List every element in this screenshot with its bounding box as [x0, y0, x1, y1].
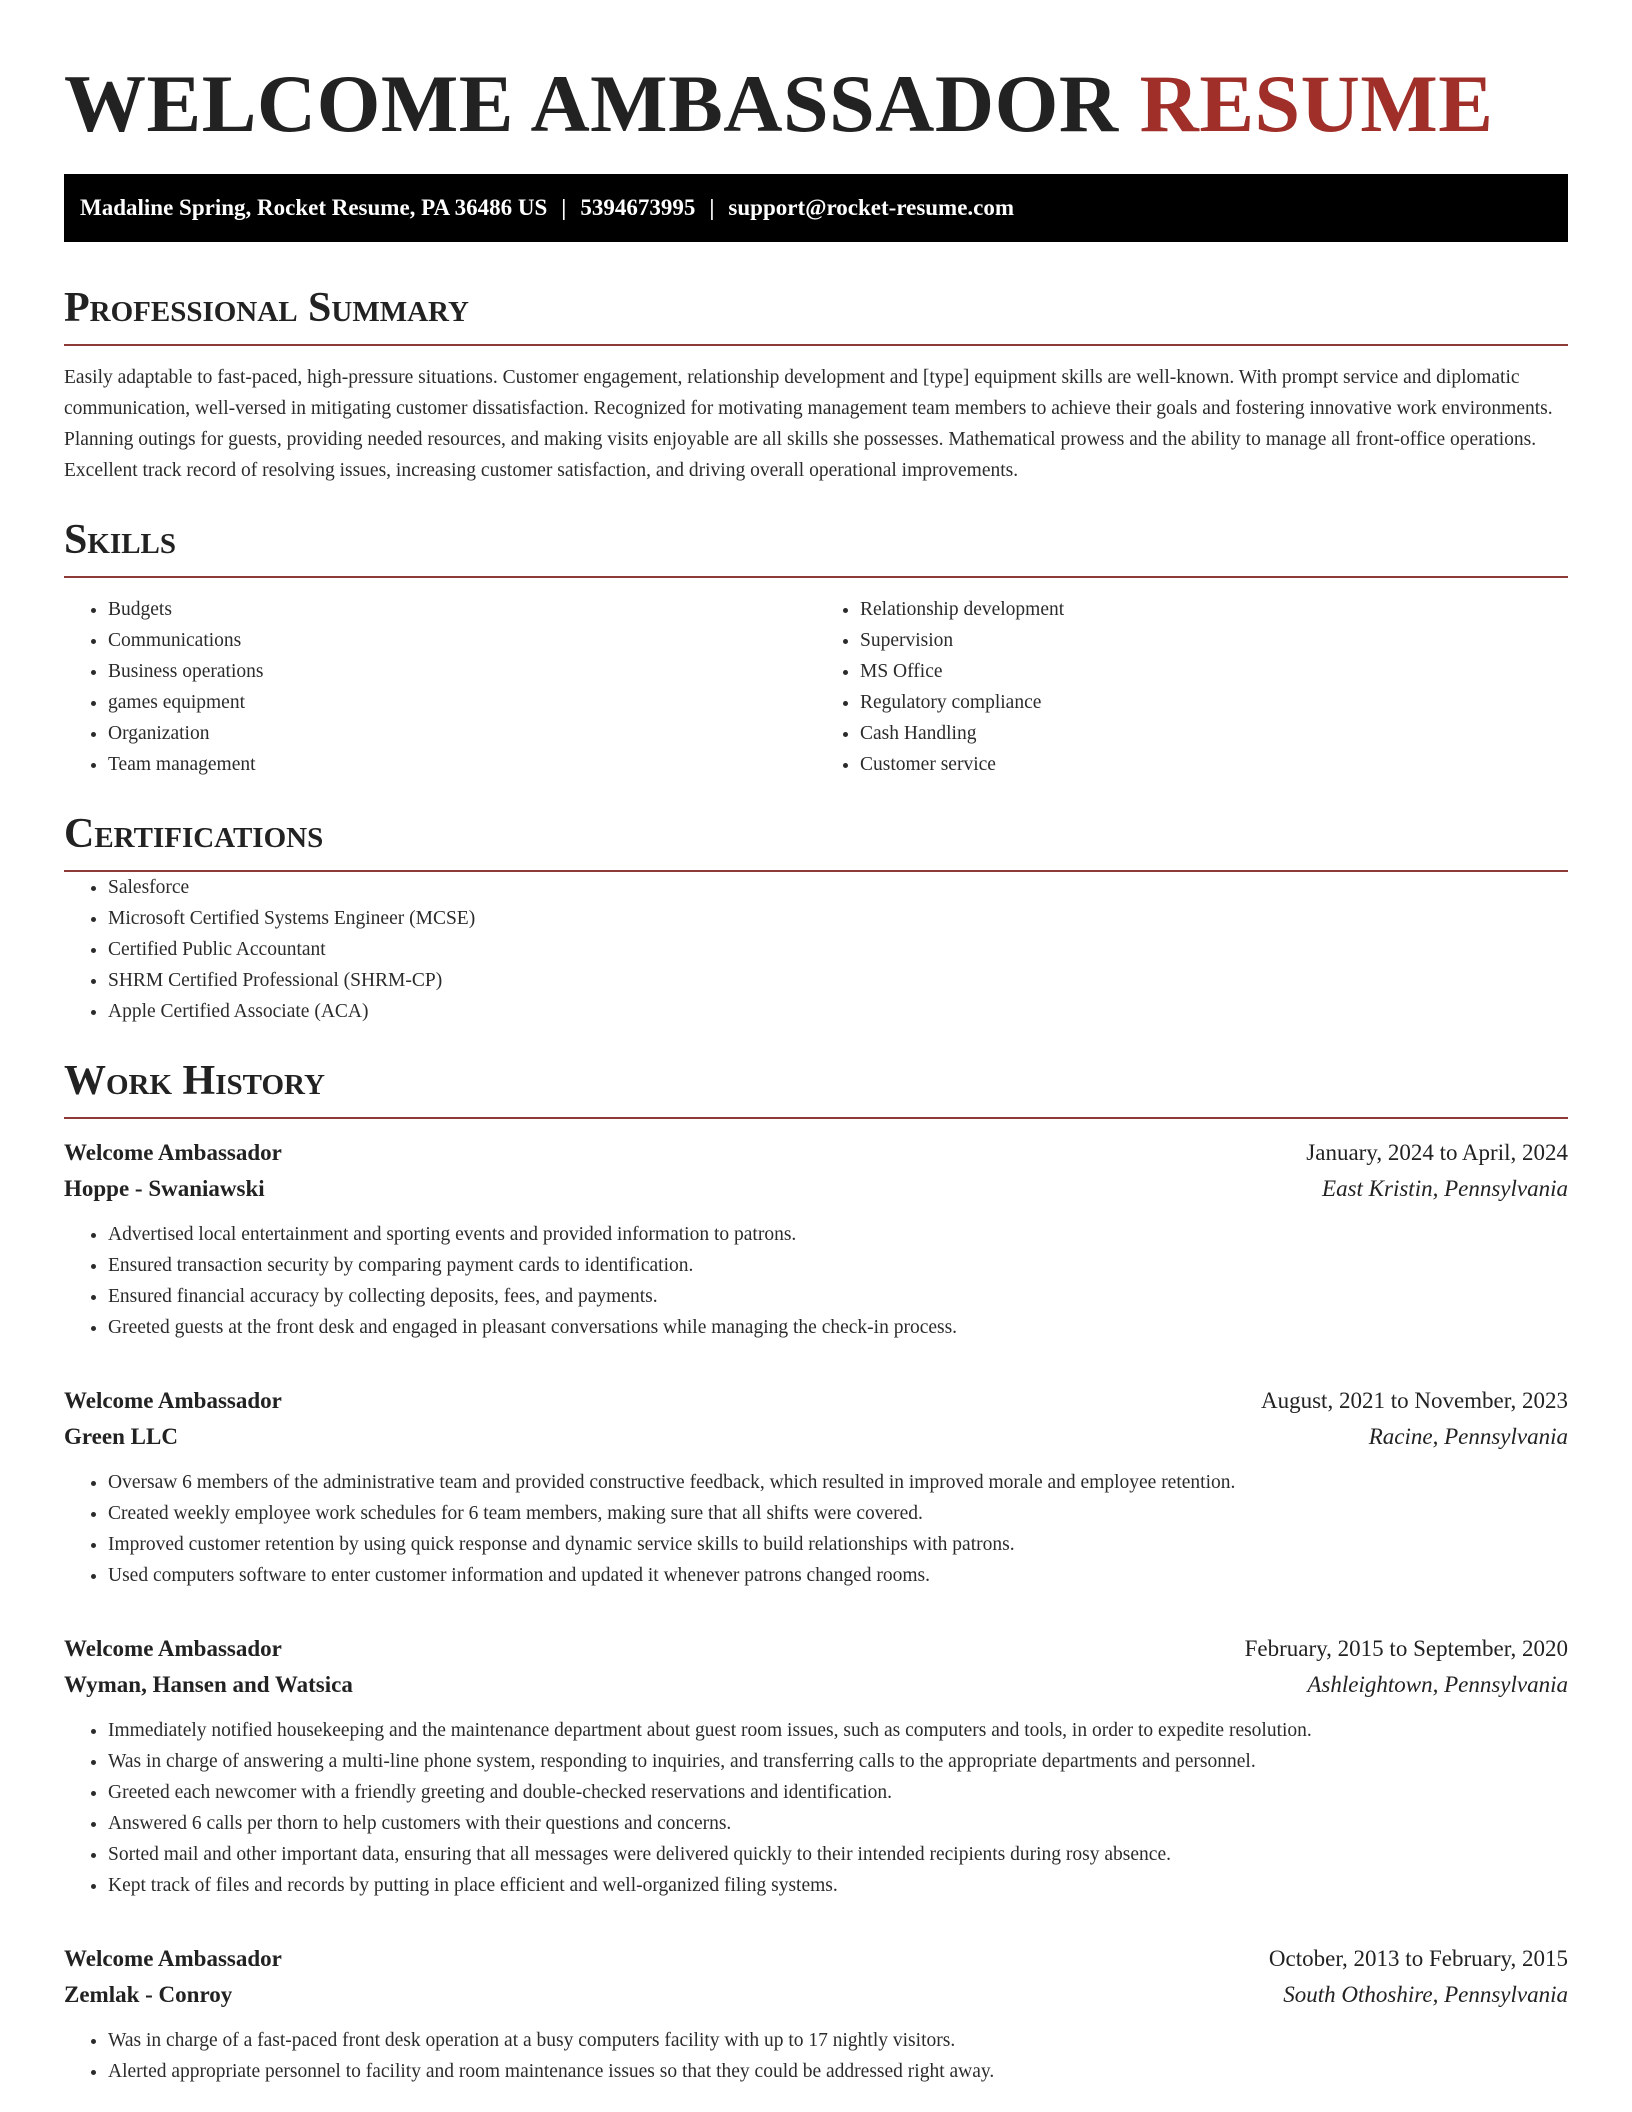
job-dates: February, 2015 to September, 2020	[1244, 1636, 1568, 1661]
job-duty-item: • Was in charge of a fast-paced front desk operation at a busy computers facility with up to 17 nightly visitors.	[108, 2025, 1568, 2056]
contact-phone[interactable]: 5394673995	[580, 195, 696, 220]
professional-summary-heading: Professional Summary	[64, 284, 1568, 346]
job-duty-item: • Was in charge of answering a multi-line phone system, responding to inquiries, and transferring calls to the appropriate departments and personnel.	[108, 1746, 1568, 1777]
job-title: Welcome Ambassador	[64, 1946, 282, 1971]
certifications-section	[64, 810, 1568, 1027]
job-header-row	[64, 1135, 1568, 1171]
certifications-heading: Certifications	[64, 810, 1568, 872]
job-duty-item: • Answered 6 calls per thorn to help customers with their questions and concerns.	[108, 1808, 1568, 1839]
certification-item: • Certified Public Accountant	[108, 934, 1568, 965]
job-company: Green LLC	[64, 1424, 178, 1449]
job-company: Wyman, Hansen and Watsica	[64, 1672, 353, 1697]
skill-item: • Budgets	[108, 594, 816, 625]
job-duty-item: • Advertised local entertainment and sporting events and provided information to patrons.	[108, 1219, 1568, 1250]
job-company: Zemlak - Conroy	[64, 1982, 233, 2007]
job-duty-item: • Created weekly employee work schedules for 6 team members, making sure that all shifts were covered.	[108, 1498, 1568, 1529]
skill-item: • games equipment	[108, 687, 816, 718]
skill-item: • Business operations	[108, 656, 816, 687]
job-dates: October, 2013 to February, 2015	[1268, 1946, 1568, 1971]
contact-separator: |	[709, 195, 715, 220]
job-company-row	[64, 1667, 1568, 1703]
resume-title-accent: RESUME	[1139, 58, 1494, 149]
skills-column-left	[64, 594, 816, 780]
job-location: South Othoshire, Pennsylvania	[1283, 1982, 1568, 2007]
skill-item: • Team management	[108, 749, 816, 780]
job-duty-item: • Sorted mail and other important data, ensuring that all messages were delivered quickly to their intended recipients during rosy absence.	[108, 1839, 1568, 1870]
skills-columns	[64, 594, 1568, 780]
job-company-row	[64, 1419, 1568, 1455]
skill-item: • Regulatory compliance	[860, 687, 1568, 718]
skills-column-right	[816, 594, 1568, 780]
work-history-heading: Work History	[64, 1057, 1568, 1119]
job-entry	[64, 1135, 1568, 1343]
resume-title	[64, 0, 1568, 176]
job-title: Welcome Ambassador	[64, 1388, 282, 1413]
certification-item: • Salesforce	[108, 872, 1568, 903]
job-duty-item: • Oversaw 6 members of the administrative team and provided constructive feedback, which resulted in improved morale and employee retention.	[108, 1467, 1568, 1498]
job-duty-item: • Greeted guests at the front desk and engaged in pleasant conversations while managing the check-in process.	[108, 1312, 1568, 1343]
skills-list-right	[816, 594, 1568, 780]
skill-item: • Organization	[108, 718, 816, 749]
skill-item: • Cash Handling	[860, 718, 1568, 749]
skill-item: • Communications	[108, 625, 816, 656]
skill-item: • MS Office	[860, 656, 1568, 687]
certifications-list	[64, 872, 1568, 1027]
job-location: Ashleightown, Pennsylvania	[1307, 1672, 1568, 1697]
job-entry	[64, 1941, 1568, 2087]
job-duties-list	[64, 1219, 1568, 1343]
resume-title-main: WELCOME AMBASSADOR	[64, 58, 1119, 149]
contact-separator: |	[561, 195, 567, 220]
skills-section	[64, 516, 1568, 780]
job-dates: January, 2024 to April, 2024	[1306, 1140, 1568, 1165]
job-company-row	[64, 1977, 1568, 2013]
skill-item: • Relationship development	[860, 594, 1568, 625]
job-header-row	[64, 1383, 1568, 1419]
job-title: Welcome Ambassador	[64, 1140, 282, 1165]
job-duty-item: • Improved customer retention by using quick response and dynamic service skills to build relationships with patrons.	[108, 1529, 1568, 1560]
job-duty-item: • Immediately notified housekeeping and the maintenance department about guest room issues, such as computers and tools, in order to expedite resolution.	[108, 1715, 1568, 1746]
job-title: Welcome Ambassador	[64, 1636, 282, 1661]
professional-summary-section	[64, 284, 1568, 486]
job-duties-list	[64, 2025, 1568, 2087]
job-dates: August, 2021 to November, 2023	[1261, 1388, 1568, 1413]
contact-bar	[64, 174, 1568, 242]
job-entry	[64, 1383, 1568, 1591]
job-entry	[64, 1631, 1568, 1901]
contact-email[interactable]: support@rocket-resume.com	[728, 195, 1015, 220]
job-duty-item: • Used computers software to enter customer information and updated it whenever patrons changed rooms.	[108, 1560, 1568, 1591]
job-duties-list	[64, 1715, 1568, 1901]
job-duties-list	[64, 1467, 1568, 1591]
job-company-row	[64, 1171, 1568, 1207]
job-location: Racine, Pennsylvania	[1368, 1424, 1568, 1449]
job-duty-item: • Ensured financial accuracy by collecting deposits, fees, and payments.	[108, 1281, 1568, 1312]
job-duty-item: • Ensured transaction security by comparing payment cards to identification.	[108, 1250, 1568, 1281]
skill-item: • Supervision	[860, 625, 1568, 656]
contact-address: Madaline Spring, Rocket Resume, PA 36486 US	[80, 195, 548, 220]
job-company: Hoppe - Swaniawski	[64, 1176, 265, 1201]
job-location: East Kristin, Pennsylvania	[1322, 1176, 1568, 1201]
skills-heading: Skills	[64, 516, 1568, 578]
certification-item: • Apple Certified Associate (ACA)	[108, 996, 1568, 1027]
skills-list-left	[64, 594, 816, 780]
job-header-row	[64, 1631, 1568, 1667]
certification-item: • SHRM Certified Professional (SHRM-CP)	[108, 965, 1568, 996]
job-duty-item: • Kept track of files and records by putting in place efficient and well-organized filing systems.	[108, 1870, 1568, 1901]
job-duty-item: • Greeted each newcomer with a friendly greeting and double-checked reservations and identification.	[108, 1777, 1568, 1808]
certification-item: • Microsoft Certified Systems Engineer (MCSE)	[108, 903, 1568, 934]
professional-summary-text: Easily adaptable to fast-paced, high-pressure situations. Customer engagement, relationship development and [type] equipment skills are well-known. With prompt service and diplomatic communication, well-versed in mitigating customer dissatisfaction. Recognized for motivating management team members to achieve their goals and fostering innovative work environments. Planning outings for guests, providing needed resources, and making visits enjoyable are all skills she possesses. Mathematical prowess and the ability to manage all front-office operations. Excellent track record of resolving issues, increasing customer satisfaction, and driving overall operational improvements.	[64, 367, 1553, 481]
work-history-section	[64, 1057, 1568, 2087]
skill-item: • Customer service	[860, 749, 1568, 780]
job-header-row	[64, 1941, 1568, 1977]
job-duty-item: • Alerted appropriate personnel to facility and room maintenance issues so that they could be addressed right away.	[108, 2056, 1568, 2087]
